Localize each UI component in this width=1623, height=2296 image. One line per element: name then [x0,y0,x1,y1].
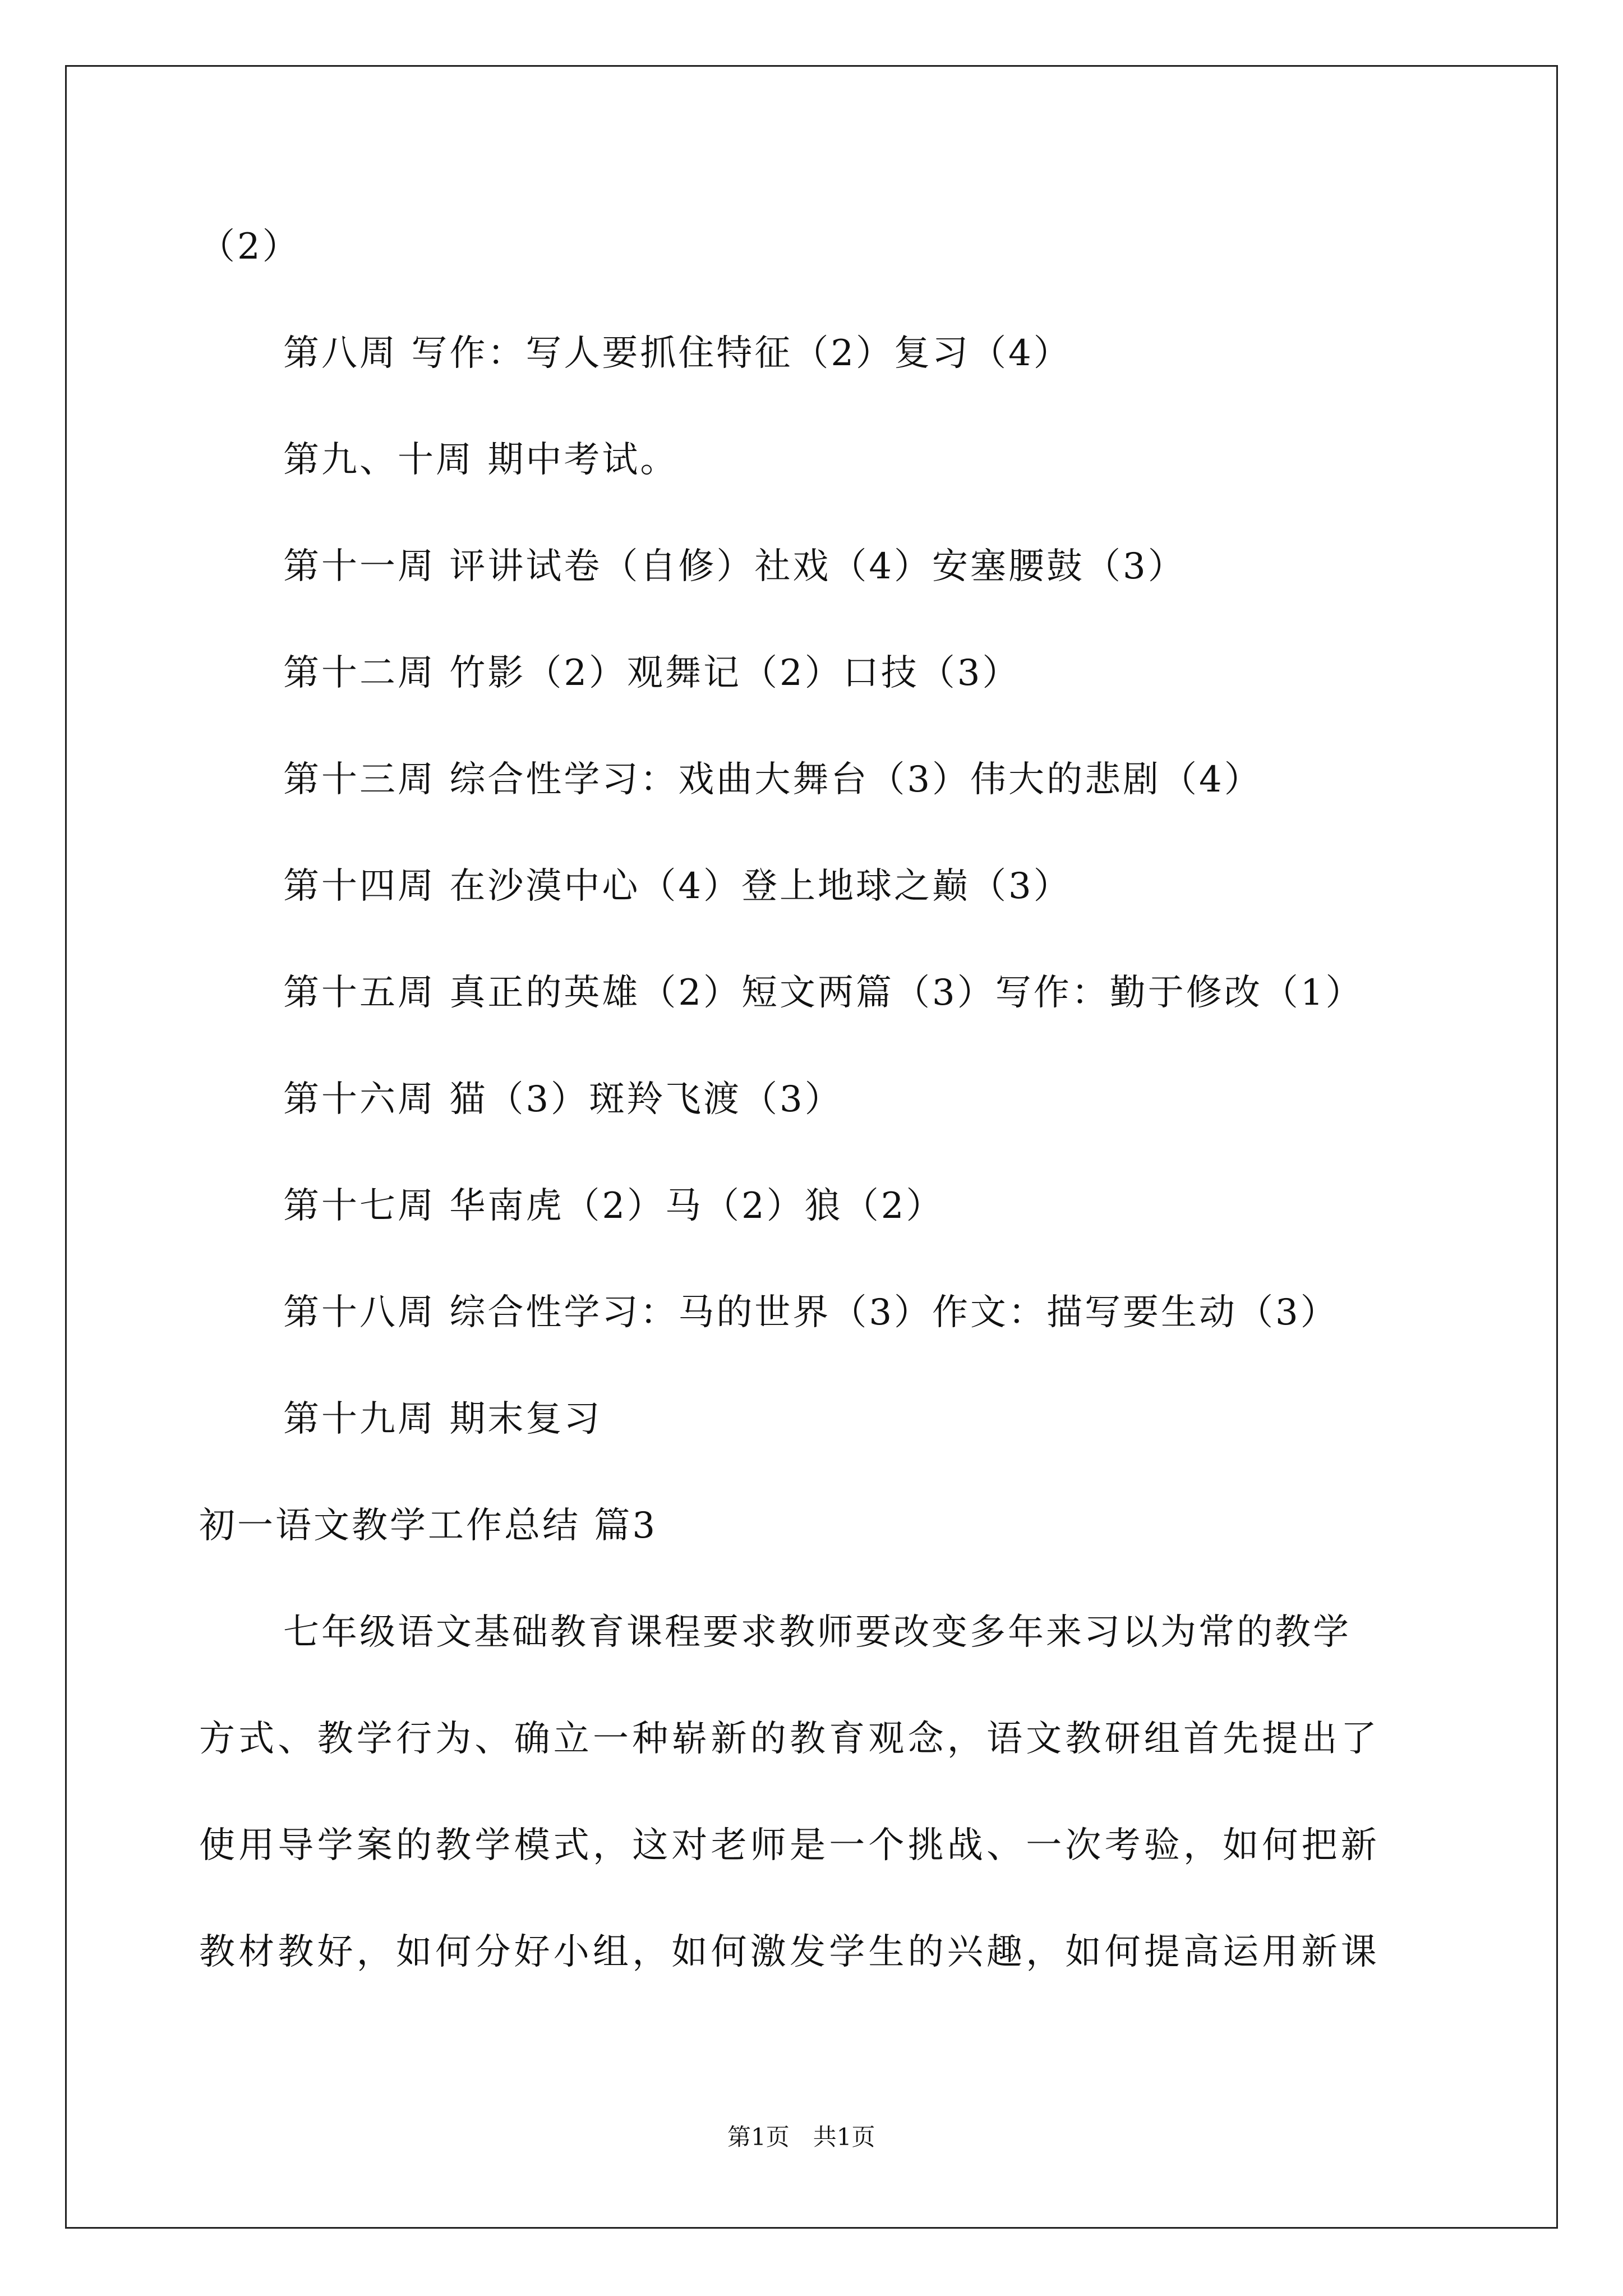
paragraph-line-3: 使用导学案的教学模式，这对老师是一个挑战、一次考验，如何把新 [199,1825,1380,1866]
paragraph-line-2: 方式、教学行为、确立一种崭新的教育观念，语文教研组首先提出了 [199,1718,1380,1760]
schedule-week-9-10: 第九、十周 期中考试。 [283,439,679,481]
schedule-week-14: 第十四周 在沙漠中心（4）登上地球之巅（3） [283,866,1072,907]
schedule-week-13: 第十三周 综合性学习：戏曲大舞台（3）伟大的悲剧（4） [283,759,1262,800]
schedule-week-18: 第十八周 综合性学习：马的世界（3）作文：描写要生动（3） [283,1292,1339,1333]
schedule-week-11: 第十一周 评讲试卷（自修）社戏（4）安塞腰鼓（3） [283,546,1186,587]
schedule-week-16: 第十六周 猫（3）斑羚飞渡（3） [283,1079,843,1120]
paragraph-line-1: 七年级语文基础教育课程要求教师要改变多年来习以为常的教学 [283,1612,1351,1653]
continuation-line: （2） [199,226,301,268]
page-border [65,65,1558,2229]
schedule-week-15: 第十五周 真正的英雄（2）短文两篇（3）写作：勤于修改（1） [283,972,1364,1014]
schedule-week-19: 第十九周 期末复习 [283,1398,602,1440]
page-number: 第1页 共1页 [727,2123,875,2151]
paragraph-line-4: 教材教好，如何分好小组，如何激发学生的兴趣，如何提高运用新课 [199,1931,1380,1973]
section-heading: 初一语文教学工作总结 篇3 [199,1505,658,1547]
schedule-week-12: 第十二周 竹影（2）观舞记（2）口技（3） [283,652,1021,694]
schedule-week-17: 第十七周 华南虎（2）马（2）狼（2） [283,1185,944,1227]
schedule-week-8: 第八周 写作：写人要抓住特征（2）复习（4） [283,333,1072,374]
